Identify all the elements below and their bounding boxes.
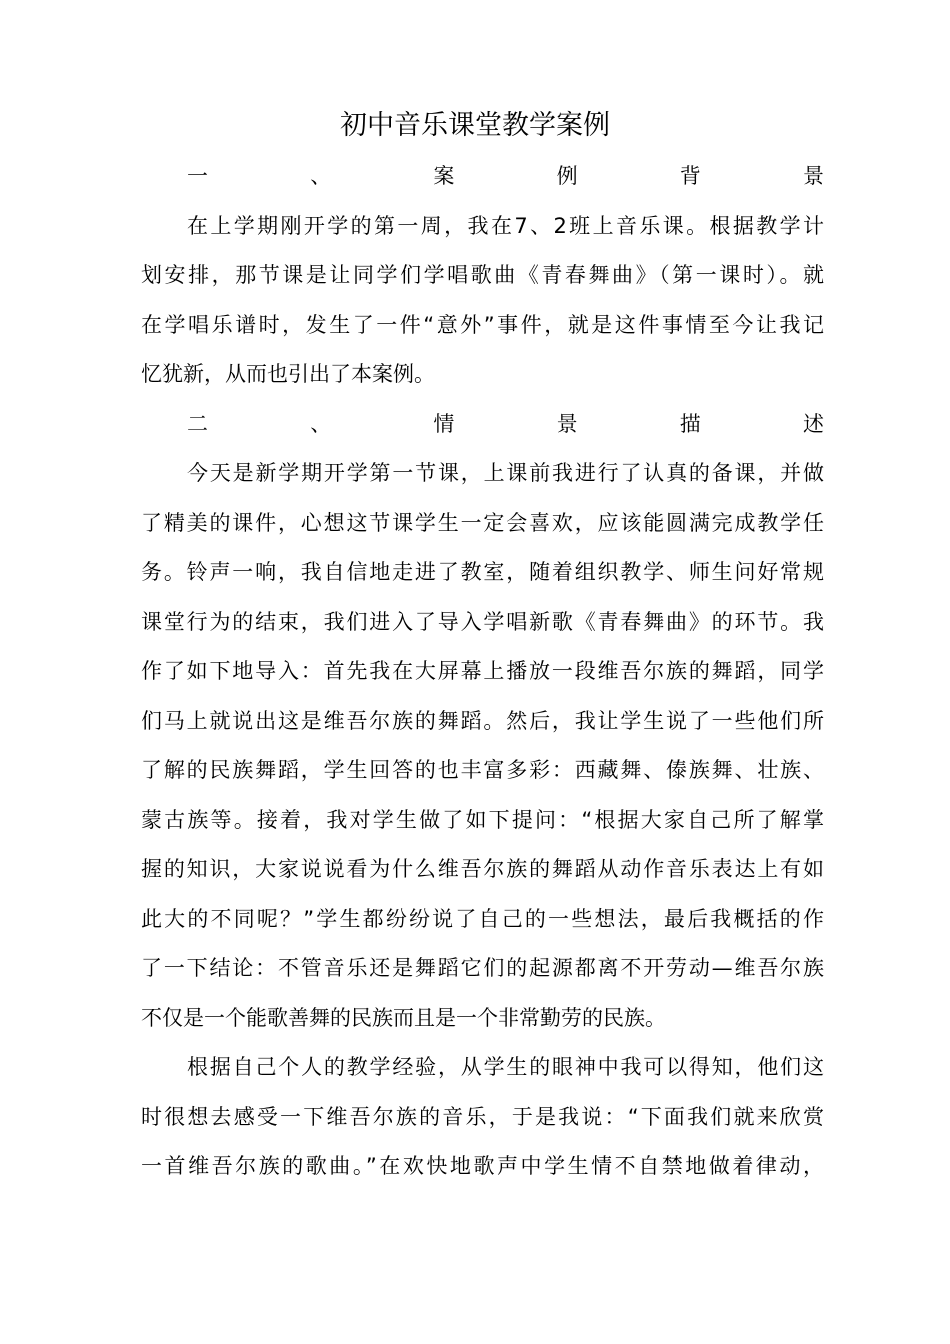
paragraph xyxy=(141,1043,824,1192)
section-heading: 一、案例背景 xyxy=(187,164,824,188)
paragraph-line: 不仅是一个能歌善舞的民族而且是一个非常勤劳的民族。 xyxy=(141,1005,666,1030)
paragraph-line: 此大的不同呢？”学生都纷纷说了自己的一些想法，最后我概括的作 xyxy=(141,906,824,931)
document-body xyxy=(141,152,824,1192)
paragraph-line: 蒙古族等。接着，我对学生做了如下提问：“根据大家自己所了解掌 xyxy=(141,807,824,832)
paragraph-line: 在学唱乐谱时，发生了一件“意外”事件，就是这件事情至今让我记 xyxy=(141,312,824,337)
paragraph-line: 根据自己个人的教学经验，从学生的眼神中我可以得知，他们这 xyxy=(187,1055,824,1079)
paragraph-line: 一首维吾尔族的歌曲。”在欢快地歌声中学生情不自禁地做着律动， xyxy=(141,1154,824,1178)
paragraph-line: 划安排，那节课是让同学们学唱歌曲《青春舞曲》（第一课时）。就 xyxy=(141,263,824,287)
document-title: 初中音乐课堂教学案例 xyxy=(340,110,610,141)
paragraph xyxy=(141,449,824,1043)
section-heading: 二、情景描述 xyxy=(187,411,824,436)
paragraph-line: 握的知识，大家说说看为什么维吾尔族的舞蹈从动作音乐表达上有如 xyxy=(141,857,824,881)
paragraph-line: 时很想去感受一下维吾尔族的音乐，于是我说：“下面我们就来欣赏 xyxy=(141,1104,824,1129)
paragraph-line: 了精美的课件，心想这节课学生一定会喜欢，应该能圆满完成教学任 xyxy=(141,510,824,535)
paragraph-line: 了解的民族舞蹈，学生回答的也丰富多彩：西藏舞、傣族舞、壮族、 xyxy=(141,758,824,782)
paragraph-line: 了一下结论：不管音乐还是舞蹈它们的起源都离不开劳动—维吾尔族 xyxy=(141,956,824,980)
paragraph-line: 课堂行为的结束，我们进入了导入学唱新歌《青春舞曲》的环节。我 xyxy=(141,609,824,634)
paragraph-line: 忆犹新，从而也引出了本案例。 xyxy=(141,362,435,386)
paragraph-line: 作了如下地导入：首先我在大屏幕上播放一段维吾尔族的舞蹈，同学 xyxy=(141,659,824,683)
paragraph-line: 们马上就说出这是维吾尔族的舞蹈。然后，我让学生说了一些他们所 xyxy=(141,708,824,733)
paragraph-line: 今天是新学期开学第一节课，上课前我进行了认真的备课，并做 xyxy=(187,461,824,485)
paragraph xyxy=(141,202,824,400)
paragraph-line: 务。铃声一响，我自信地走进了教室，随着组织教学、师生问好常规 xyxy=(141,560,824,584)
paragraph-line: 在上学期刚开学的第一周，我在7、2班上音乐课。根据教学计 xyxy=(187,213,824,238)
